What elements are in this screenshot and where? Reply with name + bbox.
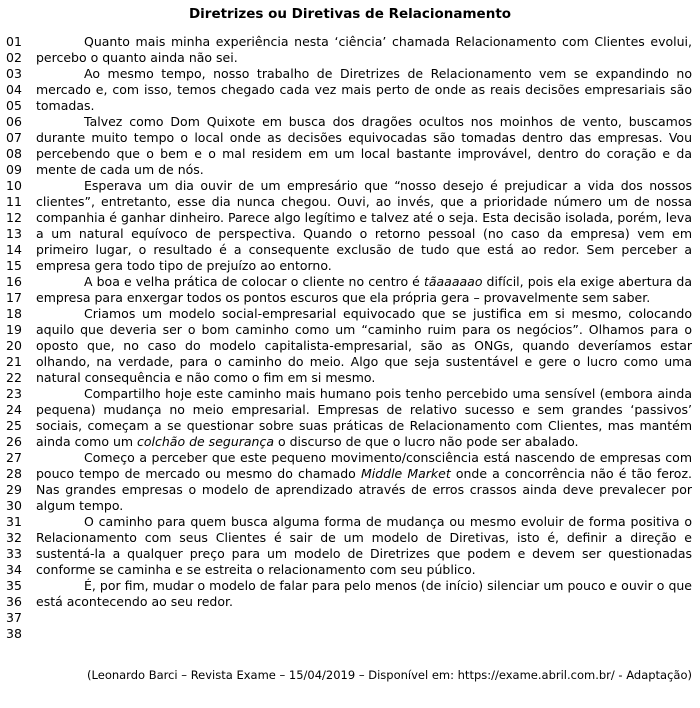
- source-citation: (Leonardo Barci – Revista Exame – 15/04/2019 – Disponível em: https://exame.abril.com.br/ - Adaptação): [87, 668, 692, 682]
- line-number: 14: [6, 242, 22, 257]
- text-run: onde a concorrência não é tão feroz. Nas grandes empresas o modelo de aprendizado através de erros crassos ainda deve prevalecer por algum tempo.: [36, 466, 692, 513]
- italic-text: Middle Market: [360, 466, 451, 481]
- line-number: 05: [6, 98, 22, 113]
- line-number: 01: [6, 34, 22, 49]
- text-run: Criamos um modelo social-empresarial equivocado que se justifica em si mesmo, colocando aquilo que deveria ser o bom caminho como um “caminho ruim para os negócios”. Olhamos para o oposto que, no caso do modelo capitalista-empresarial, são as ONGs, quando deveríamos estar olhando, na verdade, para o caminho do meio. Algo que seja sustentável e gere o lucro como uma natural consequência e não como o fim em si mesmo.: [36, 306, 692, 385]
- line-number: 29: [6, 482, 22, 497]
- line-number: 31: [6, 514, 22, 529]
- paragraph: [36, 514, 692, 578]
- line-number: 09: [6, 162, 22, 177]
- line-number: 34: [6, 562, 22, 577]
- paragraph: [36, 274, 692, 306]
- paragraph: [36, 66, 692, 114]
- line-number: 26: [6, 434, 22, 449]
- line-number: 19: [6, 322, 22, 337]
- line-number: 18: [6, 306, 22, 321]
- line-number: 11: [6, 194, 22, 209]
- text-run: Compartilho hoje este caminho mais humano pois tenho percebido uma sensível (embora ainda pequena) mudança no meio empresarial. Empresas de relativo sucesso e sem grandes ‘passivos’ sociais, começam a se questionar sobre suas práticas de Relacionamento com Clientes, mas mantém ainda como um: [36, 386, 692, 449]
- line-number: 25: [6, 418, 22, 433]
- article-body: [36, 34, 692, 610]
- line-number: 17: [6, 290, 22, 305]
- italic-text: tãaaaaao: [423, 274, 483, 289]
- document-title: Diretrizes ou Diretivas de Relacionamento: [188, 6, 512, 22]
- line-number: 28: [6, 466, 22, 481]
- line-number: 20: [6, 338, 22, 353]
- paragraph: [36, 114, 692, 178]
- line-number: 02: [6, 50, 22, 65]
- line-number: 04: [6, 82, 22, 97]
- text-run: o discurso de que o lucro não pode ser abalado.: [274, 434, 579, 449]
- line-number: 12: [6, 210, 22, 225]
- text-run: Ao mesmo tempo, nosso trabalho de Diretrizes de Relacionamento vem se expandindo no mercado e, com isso, temos chegado cada vez mais perto de onde as reais decisões empresariais são tomadas.: [36, 66, 692, 113]
- line-number: 36: [6, 594, 22, 609]
- text-run: Começo a perceber que este pequeno movimento/consciência está nascendo de empresas com pouco tempo de mercado ou mesmo do chamado: [36, 450, 692, 481]
- line-number: 33: [6, 546, 22, 561]
- paragraph: [36, 306, 692, 386]
- line-number: 13: [6, 226, 22, 241]
- line-number: 15: [6, 258, 22, 273]
- paragraph: [36, 178, 692, 274]
- line-number: 08: [6, 146, 22, 161]
- line-number: 30: [6, 498, 22, 513]
- line-number: 35: [6, 578, 22, 593]
- text-run: A boa e velha prática de colocar o cliente no centro é: [84, 274, 424, 289]
- line-number: 37: [6, 610, 22, 625]
- line-number: 23: [6, 386, 22, 401]
- line-number: 32: [6, 530, 22, 545]
- line-number: 22: [6, 370, 22, 385]
- line-number: 06: [6, 114, 22, 129]
- italic-text: colchão de segurança: [137, 434, 274, 449]
- text-run: O caminho para quem busca alguma forma de mudança ou mesmo evoluir de forma positiva o Relacionamento com seus Clientes é sair de um modelo de Diretivas, isto é, definir a direção e sustentá-la a qualquer preço para um modelo de Diretrizes que podem e devem ser questionadas conforme se caminha e se estreita o relacionamento com seu público.: [36, 514, 692, 577]
- line-number-column: [6, 34, 30, 642]
- line-number: 16: [6, 274, 22, 289]
- text-run: difícil, pois ela exige abertura da empresa para enxergar todos os pontos escuros que ela própria gera – provavelmente sem saber.: [36, 274, 692, 305]
- text-run: Esperava um dia ouvir de um empresário que “nosso desejo é prejudicar a vida dos nossos clientes”, entretanto, esse dia nunca chegou. Ouvi, ao invés, que a prioridade número um de nossa companhia é ganhar dinheiro. Parece algo legítimo e talvez até o seja. Esta decisão isolada, porém, leva a um natural equívoco de perspectiva. Quando o retorno pessoal (no caso da empresa) vem em primeiro lugar, o resultado é a consequente exclusão de tudo que está ao redor. Sem perceber a empresa gera todo tipo de prejuízo ao entorno.: [36, 178, 692, 273]
- line-number: 03: [6, 66, 22, 81]
- line-number: 07: [6, 130, 22, 145]
- line-number: 24: [6, 402, 22, 417]
- line-number: 21: [6, 354, 22, 369]
- paragraph: [36, 386, 692, 450]
- line-number: 38: [6, 626, 22, 641]
- paragraph: [36, 450, 692, 514]
- line-number: 27: [6, 450, 22, 465]
- text-run: É, por fim, mudar o modelo de falar para pelo menos (de início) silenciar um pouco e ouvir o que está acontecendo ao seu redor.: [36, 578, 692, 609]
- paragraph: [36, 34, 692, 66]
- text-run: Talvez como Dom Quixote em busca dos dragões ocultos nos moinhos de vento, buscamos durante muito tempo o local onde as decisões equivocadas são tomadas dentro das empresas. Vou percebendo que o bem e o mal residem em um local bastante improvável, dentro do coração e da mente de cada um de nós.: [36, 114, 692, 177]
- text-run: Quanto mais minha experiência nesta ‘ciência’ chamada Relacionamento com Clientes evolui, percebo o quanto ainda não sei.: [36, 34, 692, 65]
- paragraph: [36, 578, 692, 610]
- line-number: 10: [6, 178, 22, 193]
